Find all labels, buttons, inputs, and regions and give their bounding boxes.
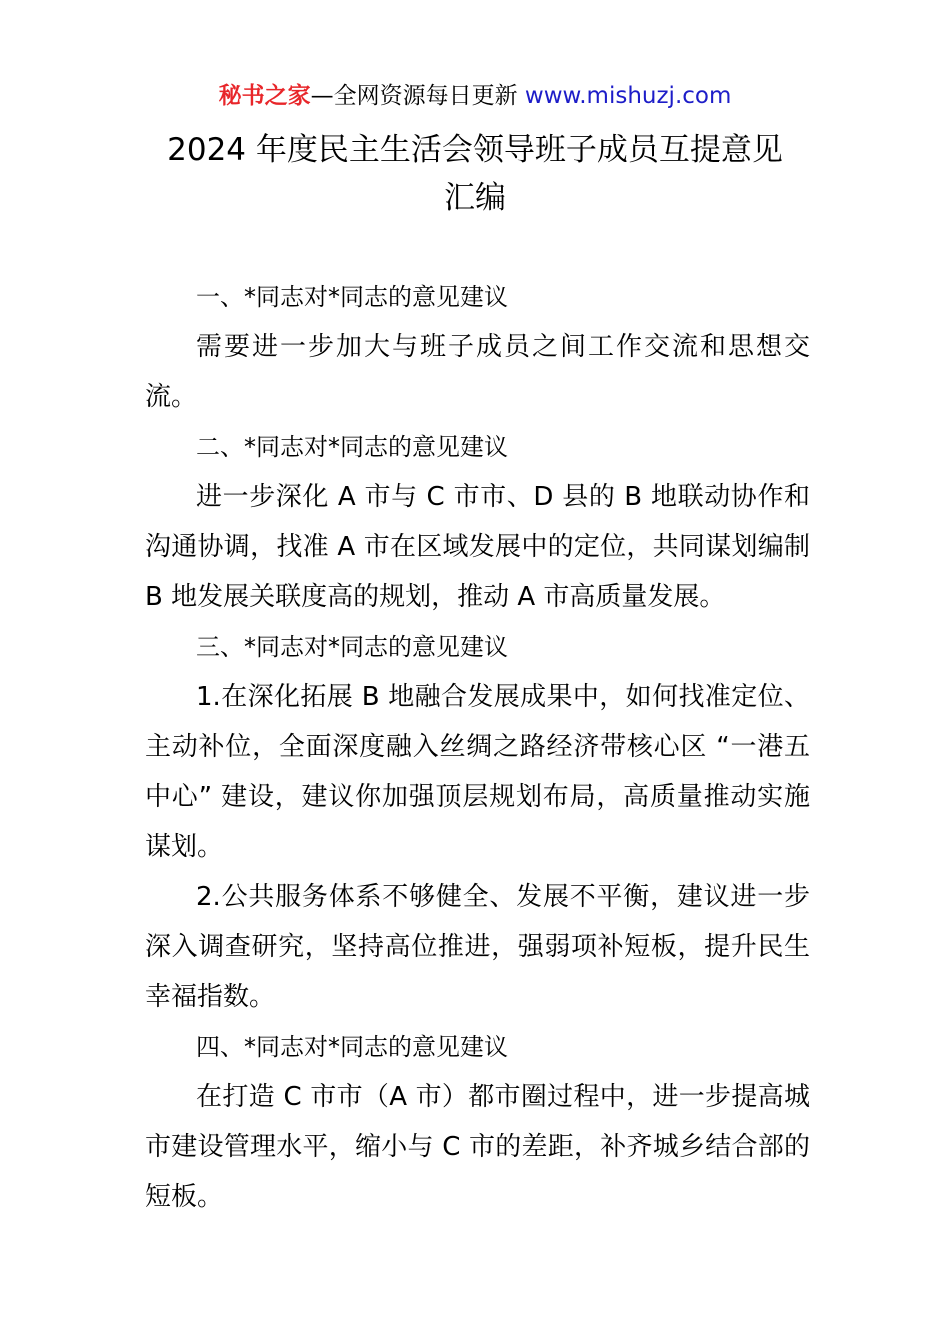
document-title <box>140 126 810 222</box>
document-title-line-1: 2024 年度民主生活会领导班子成员互提意见 <box>167 132 783 168</box>
site-url-link[interactable]: www.mishuzj.com <box>524 83 732 109</box>
site-slogan: —全网资源每日更新 <box>310 83 518 109</box>
section-3-paragraph-2: 2.公共服务体系不够健全、发展不平衡，建议进一步深入调查研究，坚持高位推进，强弱项补短板，提升民生幸福指数。 <box>145 882 810 1012</box>
section-heading-4: 四、*同志对*同志的意见建议 <box>196 1033 508 1061</box>
document-body <box>145 272 810 1222</box>
section-4-paragraph: 在打造 C 市市（A 市）都市圈过程中，进一步提高城市建设管理水平，缩小与 C 市的差距，补齐城乡结合部的短板。 <box>145 1082 810 1212</box>
section-heading-3: 三、*同志对*同志的意见建议 <box>196 633 508 661</box>
document-title-line-2: 汇编 <box>444 180 506 216</box>
section-1-paragraph: 需要进一步加大与班子成员之间工作交流和思想交流。 <box>145 332 810 412</box>
section-heading-1: 一、*同志对*同志的意见建议 <box>196 283 508 311</box>
section-3-paragraph-1: 1.在深化拓展 B 地融合发展成果中，如何找准定位、主动补位，全面深度融入丝绸之路经济带核心区 “一港五中心” 建设，建议你加强顶层规划布局，高质量推动实施谋划。 <box>145 682 810 862</box>
section-heading-2: 二、*同志对*同志的意见建议 <box>196 433 508 461</box>
site-header <box>0 80 950 112</box>
section-2-paragraph: 进一步深化 A 市与 C 市市、D 县的 B 地联动协作和沟通协调，找准 A 市在区域发展中的定位，共同谋划编制 B 地发展关联度高的规划，推动 A 市高质量发展。 <box>145 482 810 612</box>
site-brand: 秘书之家 <box>218 83 311 109</box>
